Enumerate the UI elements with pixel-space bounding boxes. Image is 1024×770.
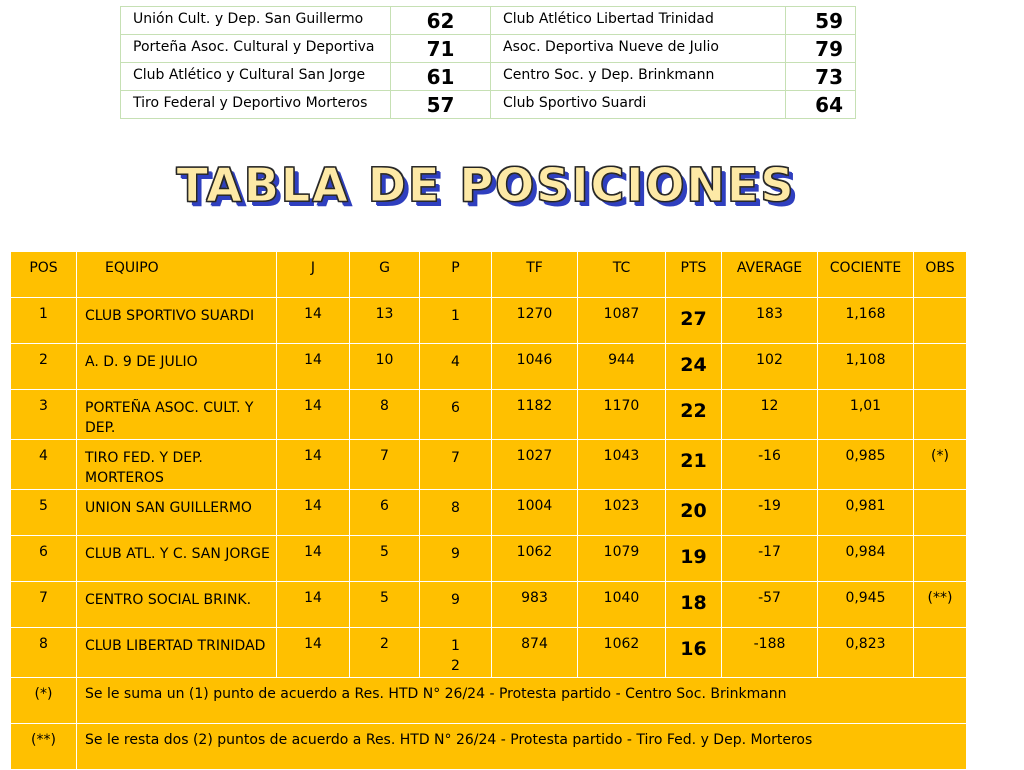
points-for-cell: 1270: [492, 298, 578, 344]
away-team: Club Sportivo Suardi: [491, 91, 786, 119]
average-cell: 102: [722, 344, 818, 390]
obs-cell: [914, 536, 967, 582]
table-row: [11, 490, 967, 536]
points-against-cell: 1087: [578, 298, 666, 344]
table-row: [11, 536, 967, 582]
played-cell: 14: [277, 390, 350, 440]
pos-cell: 1: [11, 298, 77, 344]
pos-cell: 3: [11, 390, 77, 440]
note-mark: (**): [11, 724, 77, 770]
cociente-cell: 0,985: [818, 440, 914, 490]
result-row: [121, 63, 856, 91]
team-cell: CENTRO SOCIAL BRINK.: [77, 582, 277, 628]
cociente-cell: 0,823: [818, 628, 914, 678]
pos-cell: 6: [11, 536, 77, 582]
pts-cell: 19: [666, 536, 722, 582]
result-row: [121, 91, 856, 119]
points-for-cell: 1182: [492, 390, 578, 440]
played-cell: 14: [277, 490, 350, 536]
won-cell: 5: [350, 582, 420, 628]
note-row: [11, 678, 967, 724]
pos-cell: 4: [11, 440, 77, 490]
cociente-cell: 0,981: [818, 490, 914, 536]
points-for-cell: 1046: [492, 344, 578, 390]
pts-cell: 27: [666, 298, 722, 344]
col-obs: OBS: [914, 252, 967, 298]
points-against-cell: 1043: [578, 440, 666, 490]
table-row: [11, 582, 967, 628]
col-equipo: EQUIPO: [77, 252, 277, 298]
results-table: [120, 6, 856, 119]
standings-header-row: [11, 252, 967, 298]
lost-cell: 8: [420, 490, 492, 536]
average-cell: -16: [722, 440, 818, 490]
lost-cell: 9: [420, 582, 492, 628]
pts-cell: 24: [666, 344, 722, 390]
average-cell: 12: [722, 390, 818, 440]
away-score: 79: [786, 35, 856, 63]
team-cell: UNION SAN GUILLERMO: [77, 490, 277, 536]
obs-cell: [914, 344, 967, 390]
cociente-cell: 0,945: [818, 582, 914, 628]
played-cell: 14: [277, 298, 350, 344]
home-team: Porteña Asoc. Cultural y Deportiva: [121, 35, 391, 63]
home-score: 71: [391, 35, 491, 63]
points-for-cell: 983: [492, 582, 578, 628]
team-cell: CLUB ATL. Y C. SAN JORGE: [77, 536, 277, 582]
page-title: TABLA DE POSICIONES: [176, 158, 796, 212]
home-score: 61: [391, 63, 491, 91]
away-team: Asoc. Deportiva Nueve de Julio: [491, 35, 786, 63]
away-score: 73: [786, 63, 856, 91]
col-j: J: [277, 252, 350, 298]
home-score: 62: [391, 7, 491, 35]
cociente-cell: 0,984: [818, 536, 914, 582]
result-row: [121, 35, 856, 63]
points-against-cell: 1040: [578, 582, 666, 628]
points-for-cell: 874: [492, 628, 578, 678]
lost-cell: 4: [420, 344, 492, 390]
away-team: Club Atlético Libertad Trinidad: [491, 7, 786, 35]
col-pts: PTS: [666, 252, 722, 298]
col-tc: TC: [578, 252, 666, 298]
obs-cell: [914, 390, 967, 440]
result-row: [121, 7, 856, 35]
points-against-cell: 1023: [578, 490, 666, 536]
obs-cell: [914, 298, 967, 344]
col-tf: TF: [492, 252, 578, 298]
note-mark: (*): [11, 678, 77, 724]
table-row: [11, 390, 967, 440]
won-cell: 5: [350, 536, 420, 582]
col-average: AVERAGE: [722, 252, 818, 298]
pts-cell: 16: [666, 628, 722, 678]
table-row: [11, 628, 967, 678]
lost-cell: 1: [420, 298, 492, 344]
average-cell: -188: [722, 628, 818, 678]
col-pos: POS: [11, 252, 77, 298]
pts-cell: 22: [666, 390, 722, 440]
won-cell: 8: [350, 390, 420, 440]
away-score: 64: [786, 91, 856, 119]
average-cell: -19: [722, 490, 818, 536]
pts-cell: 20: [666, 490, 722, 536]
team-cell: TIRO FED. Y DEP. MORTEROS: [77, 440, 277, 490]
average-cell: 183: [722, 298, 818, 344]
home-team: Club Atlético y Cultural San Jorge: [121, 63, 391, 91]
won-cell: 6: [350, 490, 420, 536]
played-cell: 14: [277, 628, 350, 678]
table-row: [11, 440, 967, 490]
obs-cell: (**): [914, 582, 967, 628]
away-score: 59: [786, 7, 856, 35]
lost-cell: 7: [420, 440, 492, 490]
won-cell: 10: [350, 344, 420, 390]
lost-cell: 9: [420, 536, 492, 582]
obs-cell: [914, 490, 967, 536]
note-text: Se le suma un (1) punto de acuerdo a Res. HTD N° 26/24 - Protesta partido - Centro Soc. Brinkmann: [77, 678, 967, 724]
obs-cell: (*): [914, 440, 967, 490]
average-cell: -17: [722, 536, 818, 582]
average-cell: -57: [722, 582, 818, 628]
note-text: Se le resta dos (2) puntos de acuerdo a Res. HTD N° 26/24 - Protesta partido - Tiro Fed. y Dep. Morteros: [77, 724, 967, 770]
lost-cell: 6: [420, 390, 492, 440]
cociente-cell: 1,108: [818, 344, 914, 390]
played-cell: 14: [277, 582, 350, 628]
points-against-cell: 1062: [578, 628, 666, 678]
standings-table: [10, 251, 967, 770]
points-for-cell: 1004: [492, 490, 578, 536]
points-against-cell: 944: [578, 344, 666, 390]
obs-cell: [914, 628, 967, 678]
pts-cell: 18: [666, 582, 722, 628]
col-cociente: COCIENTE: [818, 252, 914, 298]
team-cell: CLUB SPORTIVO SUARDI: [77, 298, 277, 344]
won-cell: 2: [350, 628, 420, 678]
won-cell: 7: [350, 440, 420, 490]
pos-cell: 2: [11, 344, 77, 390]
team-cell: PORTEÑA ASOC. CULT. Y DEP.: [77, 390, 277, 440]
home-team: Tiro Federal y Deportivo Morteros: [121, 91, 391, 119]
note-row: [11, 724, 967, 770]
won-cell: 13: [350, 298, 420, 344]
played-cell: 14: [277, 440, 350, 490]
cociente-cell: 1,168: [818, 298, 914, 344]
col-g: G: [350, 252, 420, 298]
pos-cell: 7: [11, 582, 77, 628]
points-for-cell: 1062: [492, 536, 578, 582]
pts-cell: 21: [666, 440, 722, 490]
cociente-cell: 1,01: [818, 390, 914, 440]
home-score: 57: [391, 91, 491, 119]
pos-cell: 5: [11, 490, 77, 536]
lost-cell: 1 2: [420, 628, 492, 678]
col-p: P: [420, 252, 492, 298]
table-row: [11, 344, 967, 390]
table-row: [11, 298, 967, 344]
team-cell: CLUB LIBERTAD TRINIDAD: [77, 628, 277, 678]
team-cell: A. D. 9 DE JULIO: [77, 344, 277, 390]
pos-cell: 8: [11, 628, 77, 678]
away-team: Centro Soc. y Dep. Brinkmann: [491, 63, 786, 91]
home-team: Unión Cult. y Dep. San Guillermo: [121, 7, 391, 35]
points-for-cell: 1027: [492, 440, 578, 490]
played-cell: 14: [277, 536, 350, 582]
points-against-cell: 1079: [578, 536, 666, 582]
played-cell: 14: [277, 344, 350, 390]
points-against-cell: 1170: [578, 390, 666, 440]
